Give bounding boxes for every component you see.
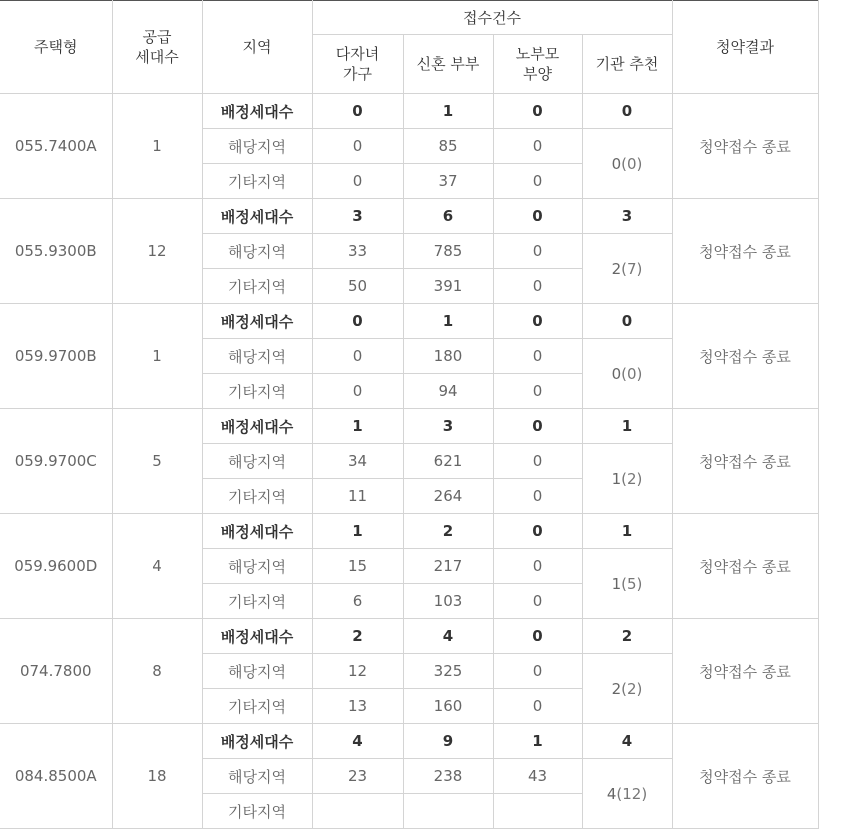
region-other-label: 기타지역 bbox=[202, 794, 312, 829]
local-newlywed: 621 bbox=[403, 444, 493, 479]
quota-multichild: 2 bbox=[312, 619, 403, 654]
quota-institution: 2 bbox=[582, 619, 672, 654]
local-multichild: 15 bbox=[312, 549, 403, 584]
region-local-label: 해당지역 bbox=[202, 129, 312, 164]
local-newlywed: 325 bbox=[403, 654, 493, 689]
table-row bbox=[0, 619, 818, 654]
other-newlywed: 160 bbox=[403, 689, 493, 724]
region-quota-label: 배정세대수 bbox=[202, 724, 312, 759]
header-elderly: 노부모 부양 bbox=[493, 35, 582, 94]
region-quota-label: 배정세대수 bbox=[202, 94, 312, 129]
result-status: 청약접수 종료 bbox=[672, 514, 818, 619]
region-quota-label: 배정세대수 bbox=[202, 619, 312, 654]
other-newlywed: 264 bbox=[403, 479, 493, 514]
supply-count-cell: 18 bbox=[112, 724, 202, 829]
region-local-label: 해당지역 bbox=[202, 339, 312, 374]
quota-institution: 0 bbox=[582, 304, 672, 339]
other-elderly: 0 bbox=[493, 584, 582, 619]
region-other-label: 기타지역 bbox=[202, 584, 312, 619]
result-status: 청약접수 종료 bbox=[672, 94, 818, 199]
institution-count: 1(5) bbox=[582, 549, 672, 619]
quota-multichild: 1 bbox=[312, 409, 403, 444]
region-quota-label: 배정세대수 bbox=[202, 514, 312, 549]
local-elderly: 0 bbox=[493, 549, 582, 584]
local-multichild: 34 bbox=[312, 444, 403, 479]
local-newlywed: 85 bbox=[403, 129, 493, 164]
local-newlywed: 217 bbox=[403, 549, 493, 584]
region-other-label: 기타지역 bbox=[202, 374, 312, 409]
quota-elderly: 0 bbox=[493, 94, 582, 129]
local-elderly: 0 bbox=[493, 234, 582, 269]
table-row bbox=[0, 94, 818, 129]
table-row bbox=[0, 199, 818, 234]
local-elderly: 43 bbox=[493, 759, 582, 794]
quota-institution: 1 bbox=[582, 409, 672, 444]
table-row bbox=[0, 514, 818, 549]
header-applications: 접수건수 bbox=[312, 1, 672, 35]
local-elderly: 0 bbox=[493, 129, 582, 164]
header-region: 지역 bbox=[202, 1, 312, 94]
local-elderly: 0 bbox=[493, 444, 582, 479]
housing-type-cell: 084.8500A bbox=[0, 724, 112, 829]
supply-count-cell: 1 bbox=[112, 94, 202, 199]
quota-elderly: 1 bbox=[493, 724, 582, 759]
other-elderly: 0 bbox=[493, 269, 582, 304]
result-status: 청약접수 종료 bbox=[672, 724, 818, 829]
supply-count-cell: 4 bbox=[112, 514, 202, 619]
other-multichild: 0 bbox=[312, 164, 403, 199]
quota-institution: 0 bbox=[582, 94, 672, 129]
other-newlywed: 103 bbox=[403, 584, 493, 619]
housing-type-cell: 055.7400A bbox=[0, 94, 112, 199]
quota-newlywed: 3 bbox=[403, 409, 493, 444]
other-multichild: 11 bbox=[312, 479, 403, 514]
institution-count: 2(2) bbox=[582, 654, 672, 724]
other-elderly: 0 bbox=[493, 479, 582, 514]
header-institution: 기관 추천 bbox=[582, 35, 672, 94]
other-multichild: 0 bbox=[312, 374, 403, 409]
header-housing-type: 주택형 bbox=[0, 1, 112, 94]
quota-newlywed: 6 bbox=[403, 199, 493, 234]
local-multichild: 12 bbox=[312, 654, 403, 689]
supply-count-cell: 1 bbox=[112, 304, 202, 409]
supply-count-cell: 12 bbox=[112, 199, 202, 304]
other-elderly: 0 bbox=[493, 164, 582, 199]
quota-multichild: 4 bbox=[312, 724, 403, 759]
region-other-label: 기타지역 bbox=[202, 269, 312, 304]
region-quota-label: 배정세대수 bbox=[202, 409, 312, 444]
table-row bbox=[0, 724, 818, 759]
header-newlywed: 신혼 부부 bbox=[403, 35, 493, 94]
local-newlywed: 785 bbox=[403, 234, 493, 269]
quota-newlywed: 1 bbox=[403, 304, 493, 339]
region-local-label: 해당지역 bbox=[202, 549, 312, 584]
region-other-label: 기타지역 bbox=[202, 479, 312, 514]
header-result: 청약결과 bbox=[672, 1, 818, 94]
local-multichild: 0 bbox=[312, 129, 403, 164]
table-row bbox=[0, 409, 818, 444]
region-quota-label: 배정세대수 bbox=[202, 199, 312, 234]
quota-institution: 1 bbox=[582, 514, 672, 549]
supply-count-cell: 8 bbox=[112, 619, 202, 724]
institution-count: 0(0) bbox=[582, 339, 672, 409]
local-elderly: 0 bbox=[493, 654, 582, 689]
quota-newlywed: 9 bbox=[403, 724, 493, 759]
housing-type-cell: 059.9700C bbox=[0, 409, 112, 514]
institution-count: 4(12) bbox=[582, 759, 672, 829]
other-multichild: 50 bbox=[312, 269, 403, 304]
quota-multichild: 0 bbox=[312, 304, 403, 339]
other-multichild bbox=[312, 794, 403, 829]
other-elderly: 0 bbox=[493, 689, 582, 724]
region-local-label: 해당지역 bbox=[202, 654, 312, 689]
region-quota-label: 배정세대수 bbox=[202, 304, 312, 339]
local-multichild: 23 bbox=[312, 759, 403, 794]
quota-multichild: 1 bbox=[312, 514, 403, 549]
institution-count: 2(7) bbox=[582, 234, 672, 304]
result-status: 청약접수 종료 bbox=[672, 409, 818, 514]
result-status: 청약접수 종료 bbox=[672, 199, 818, 304]
result-status: 청약접수 종료 bbox=[672, 619, 818, 724]
other-newlywed: 94 bbox=[403, 374, 493, 409]
quota-elderly: 0 bbox=[493, 619, 582, 654]
other-elderly bbox=[493, 794, 582, 829]
supply-count-cell: 5 bbox=[112, 409, 202, 514]
quota-elderly: 0 bbox=[493, 514, 582, 549]
region-other-label: 기타지역 bbox=[202, 689, 312, 724]
quota-multichild: 3 bbox=[312, 199, 403, 234]
quota-elderly: 0 bbox=[493, 409, 582, 444]
local-multichild: 33 bbox=[312, 234, 403, 269]
other-newlywed: 37 bbox=[403, 164, 493, 199]
other-newlywed bbox=[403, 794, 493, 829]
local-multichild: 0 bbox=[312, 339, 403, 374]
quota-elderly: 0 bbox=[493, 199, 582, 234]
housing-type-cell: 055.9300B bbox=[0, 199, 112, 304]
quota-elderly: 0 bbox=[493, 304, 582, 339]
region-other-label: 기타지역 bbox=[202, 164, 312, 199]
region-local-label: 해당지역 bbox=[202, 759, 312, 794]
local-newlywed: 238 bbox=[403, 759, 493, 794]
region-local-label: 해당지역 bbox=[202, 444, 312, 479]
housing-type-cell: 059.9700B bbox=[0, 304, 112, 409]
other-multichild: 13 bbox=[312, 689, 403, 724]
table-row bbox=[0, 304, 818, 339]
institution-count: 0(0) bbox=[582, 129, 672, 199]
quota-institution: 3 bbox=[582, 199, 672, 234]
quota-multichild: 0 bbox=[312, 94, 403, 129]
region-local-label: 해당지역 bbox=[202, 234, 312, 269]
other-multichild: 6 bbox=[312, 584, 403, 619]
header-multichild: 다자녀 가구 bbox=[312, 35, 403, 94]
other-newlywed: 391 bbox=[403, 269, 493, 304]
institution-count: 1(2) bbox=[582, 444, 672, 514]
local-newlywed: 180 bbox=[403, 339, 493, 374]
quota-newlywed: 4 bbox=[403, 619, 493, 654]
header-supply-count: 공급 세대수 bbox=[112, 1, 202, 94]
local-elderly: 0 bbox=[493, 339, 582, 374]
quota-institution: 4 bbox=[582, 724, 672, 759]
housing-type-cell: 074.7800 bbox=[0, 619, 112, 724]
other-elderly: 0 bbox=[493, 374, 582, 409]
housing-type-cell: 059.9600D bbox=[0, 514, 112, 619]
quota-newlywed: 2 bbox=[403, 514, 493, 549]
quota-newlywed: 1 bbox=[403, 94, 493, 129]
result-status: 청약접수 종료 bbox=[672, 304, 818, 409]
